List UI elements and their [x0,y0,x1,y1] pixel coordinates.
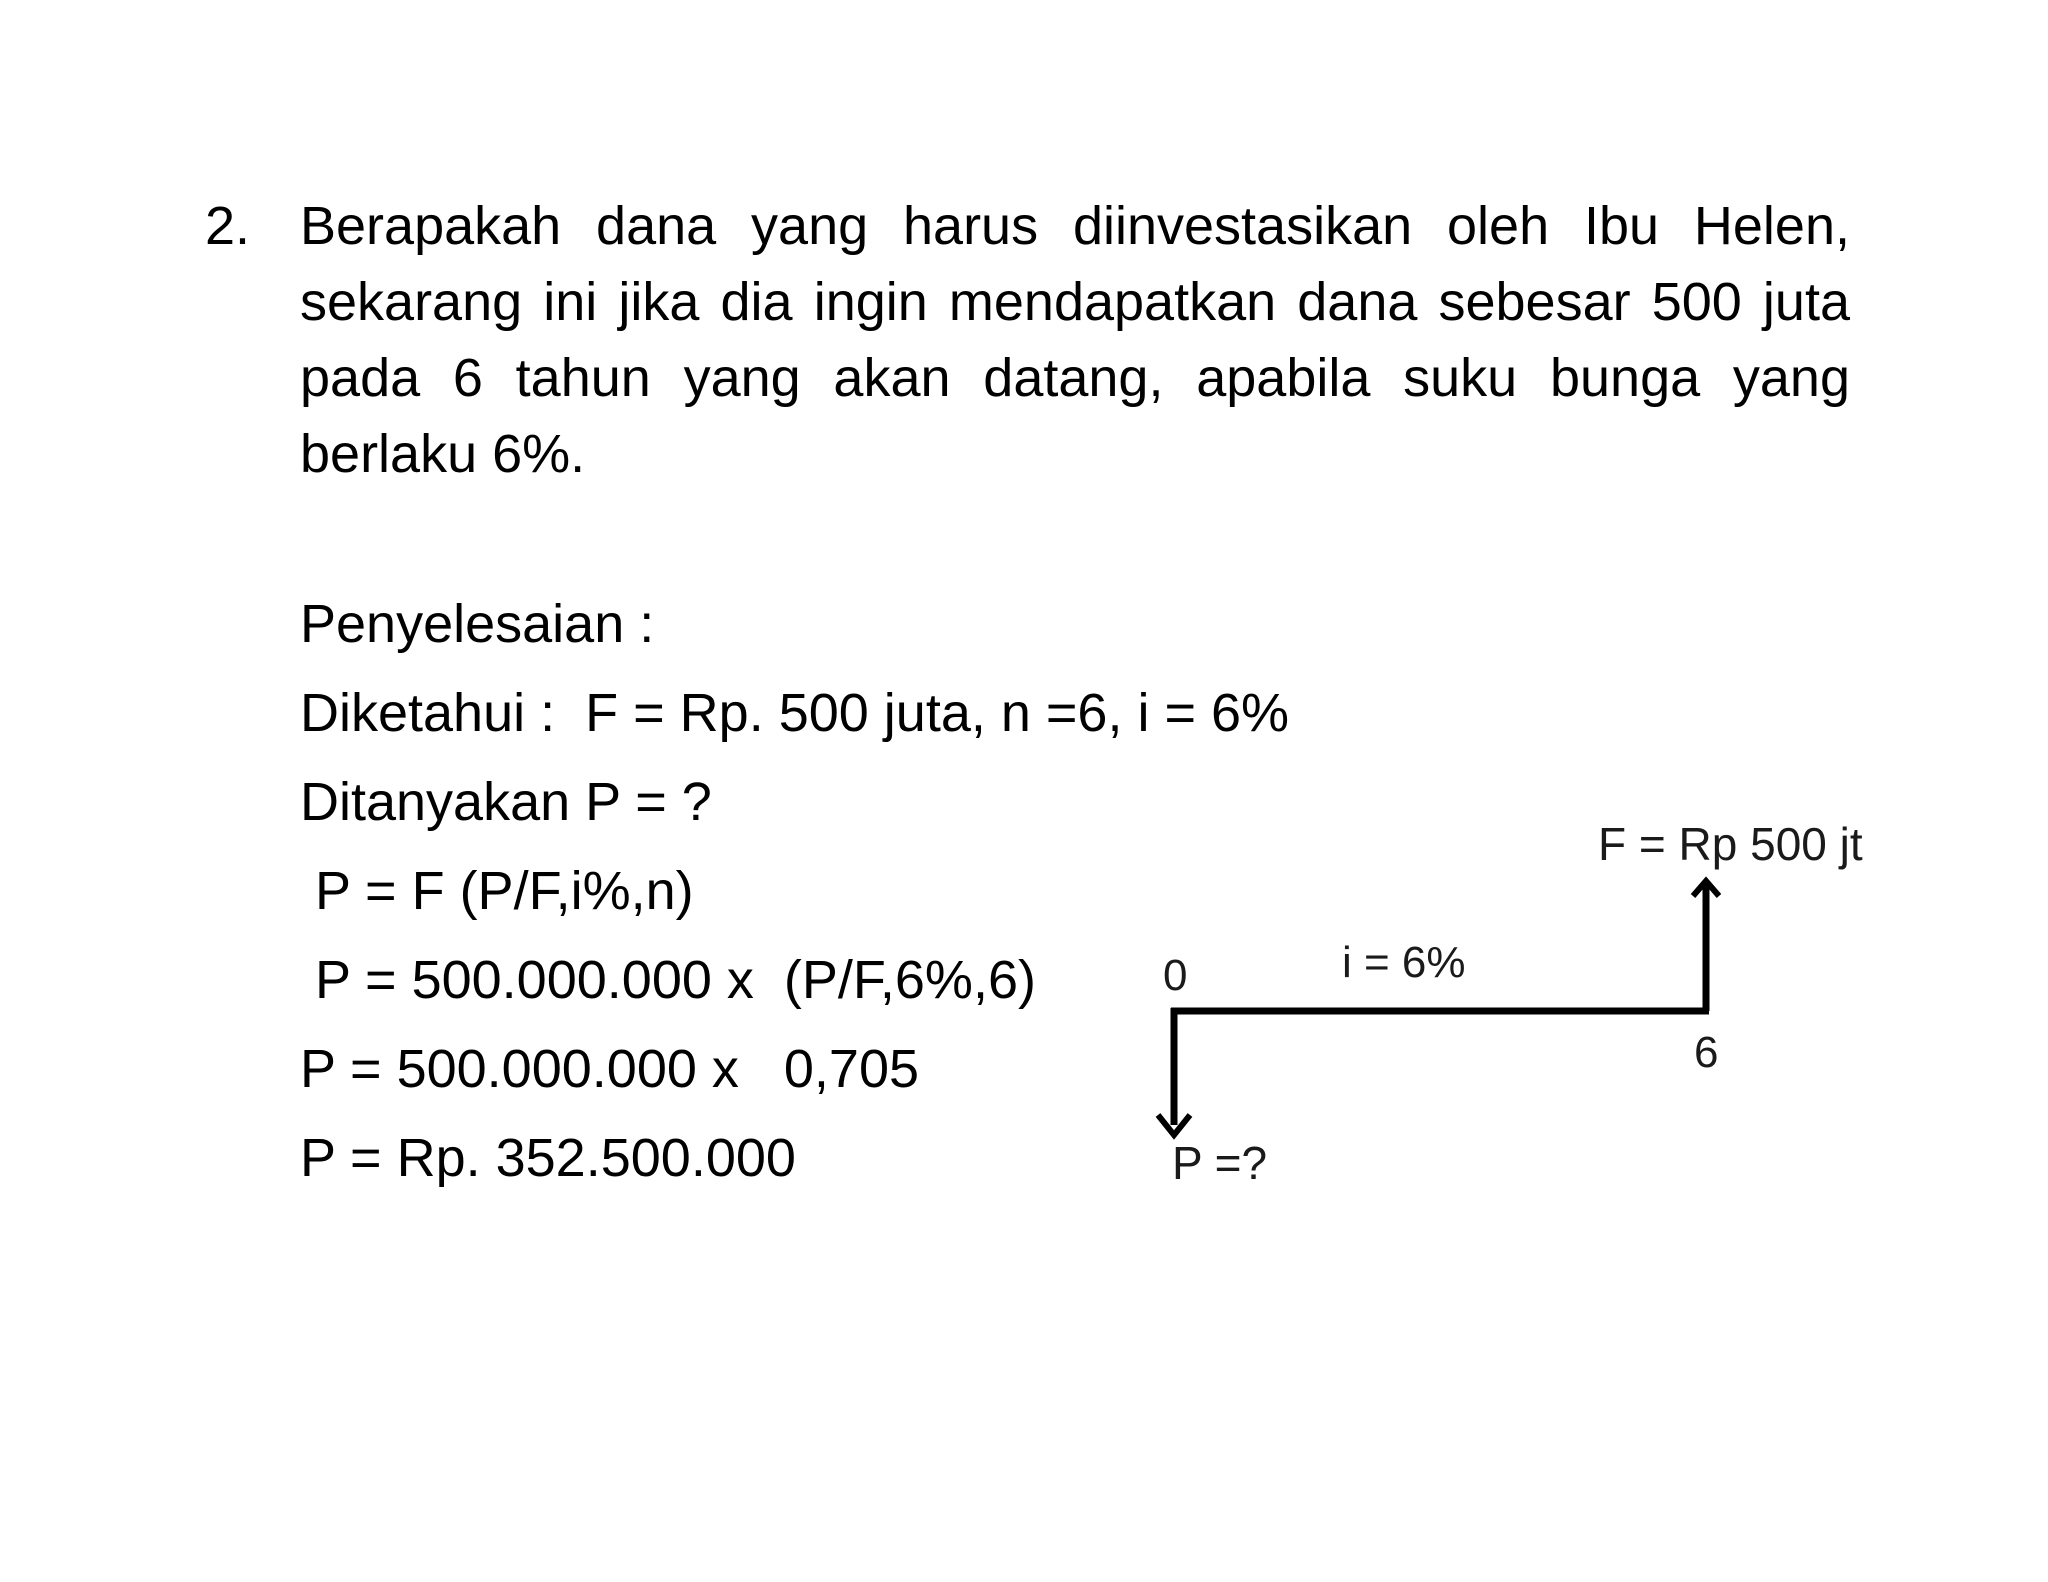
formula-step-3: P = 500.000.000 x 0,705 [300,1039,920,1099]
known-values: Diketahui : F = Rp. 500 juta, n =6, i = 6% [300,683,1290,743]
asked-value: Ditanyakan P = ? [300,772,712,832]
period-end-label: 6 [1694,1028,1719,1077]
formula-step-2: P = 500.000.000 x (P/F,6%,6) [300,950,1036,1010]
question-number: 2. [205,196,251,256]
solution-heading: Penyelesaian : [300,594,655,654]
present-value-label: P =? [1172,1137,1268,1189]
future-value-label: F = Rp 500 jt [1598,818,1863,870]
formula-result: P = Rp. 352.500.000 [300,1128,796,1188]
formula-step-1: P = F (P/F,i%,n) [300,861,694,921]
cash-flow-diagram [1110,805,1990,1225]
question-text: Berapakah dana yang harus diinvestasikan oleh Ibu Helen, sekarang ini jika dia ingin mendapatkan dana sebesar 500 juta pada 6 tahun yang akan datang, apabila suku bunga yang berlaku 6%. [300,196,1850,484]
interest-rate-label: i = 6% [1342,938,1466,987]
period-start-label: 0 [1163,951,1188,1000]
